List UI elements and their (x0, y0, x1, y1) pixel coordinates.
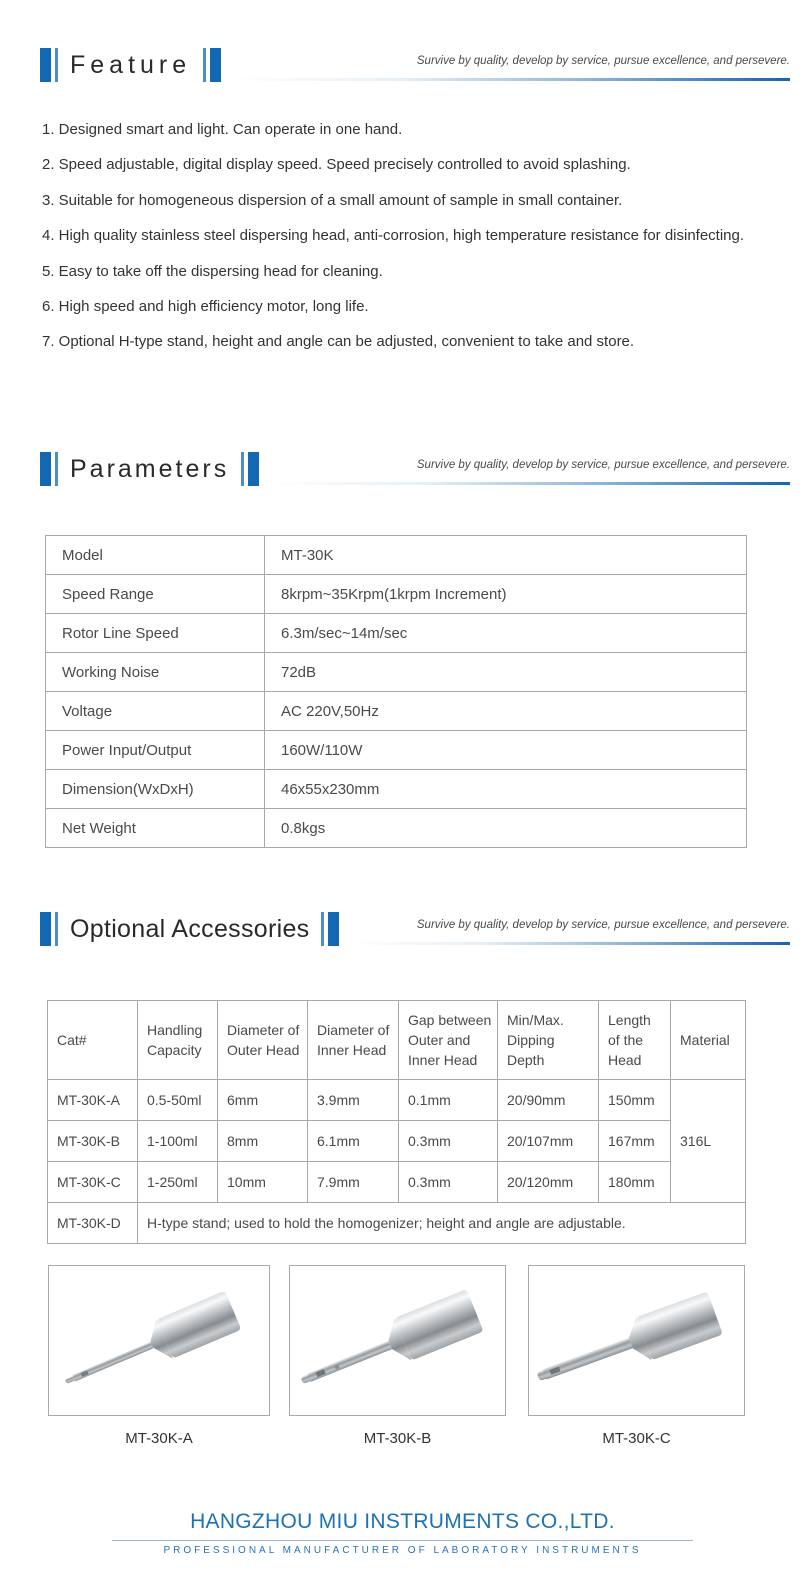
column-header: Gap between Outer and Inner Head (399, 1001, 498, 1080)
parameters-table (45, 535, 747, 848)
row-label: Speed Range (46, 575, 265, 614)
table-cell: 10mm (218, 1162, 308, 1203)
product-caption: MT-30K-B (363, 1430, 432, 1447)
blue-bar-thick (40, 452, 51, 486)
row-label: Rotor Line Speed (46, 614, 265, 653)
table-cell: 0.5-50ml (138, 1080, 218, 1121)
table-cell: 1-250ml (138, 1162, 218, 1203)
accessories-table (47, 1000, 746, 1244)
product-image-mt30k-c (528, 1265, 745, 1416)
dispersing-head-image (529, 1266, 744, 1415)
table-header-row (48, 1001, 746, 1080)
table-cell: MT-30K-B (48, 1121, 138, 1162)
table-row (46, 692, 747, 731)
tagline-underline (267, 482, 790, 485)
parameters-section-header (40, 452, 790, 486)
table-row (48, 1203, 746, 1244)
table-cell: MT-30K-C (48, 1162, 138, 1203)
table-row (48, 1121, 746, 1162)
dispersing-head-image (49, 1266, 269, 1415)
table-cell: 167mm (599, 1121, 671, 1162)
footer-company-name: HANGZHOU MIU INSTRUMENTS CO.,LTD. (190, 1510, 615, 1533)
blue-bar-thick (40, 48, 51, 82)
section-tagline: Survive by quality, develop by service, pursue excellence, and persevere. (416, 54, 790, 67)
column-header: Handling Capacity (138, 1001, 218, 1080)
header-tagline-area (259, 452, 790, 486)
feature-item: 6. High speed and high efficiency motor, long life. (42, 298, 369, 316)
material-cell: 316L (671, 1080, 746, 1203)
column-header: Length of the Head (599, 1001, 671, 1080)
table-cell: 7.9mm (308, 1162, 399, 1203)
table-cell: 0.3mm (399, 1121, 498, 1162)
table-row (48, 1162, 746, 1203)
column-header: Diameter of Outer Head (218, 1001, 308, 1080)
column-header: Diameter of Inner Head (308, 1001, 399, 1080)
header-tagline-area (221, 48, 790, 82)
blue-bar-thick (40, 912, 51, 946)
section-tagline: Survive by quality, develop by service, pursue excellence, and persevere. (416, 458, 790, 471)
blue-bar-thick (328, 912, 339, 946)
table-cell: 180mm (599, 1162, 671, 1203)
table-row (46, 653, 747, 692)
table-row (46, 731, 747, 770)
row-label: Working Noise (46, 653, 265, 692)
tagline-underline (229, 78, 790, 81)
blue-bar-thick (210, 48, 221, 82)
section-title-feature: Feature (70, 50, 192, 79)
column-header: Material (671, 1001, 746, 1080)
feature-item: 3. Suitable for homogeneous dispersion of a small amount of sample in small container. (42, 191, 623, 209)
table-cell: 0.1mm (399, 1080, 498, 1121)
footer-subtitle: PROFESSIONAL MANUFACTURER OF LABORATORY INSTRUMENTS (163, 1545, 642, 1556)
table-cell: 8mm (218, 1121, 308, 1162)
row-value: 46x55x230mm (265, 770, 747, 809)
tagline-underline (347, 942, 790, 945)
table-row (46, 575, 747, 614)
feature-item: 1. Designed smart and light. Can operate in one hand. (42, 121, 403, 138)
table-row (46, 536, 747, 575)
row-label: Net Weight (46, 809, 265, 848)
row-value: 160W/110W (265, 731, 747, 770)
row-value: 6.3m/sec~14m/sec (265, 614, 747, 653)
row-value: AC 220V,50Hz (265, 692, 747, 731)
accessories-section-header (40, 912, 790, 946)
table-cell: 1-100ml (138, 1121, 218, 1162)
product-caption: MT-30K-C (602, 1430, 671, 1447)
product-caption: MT-30K-A (125, 1430, 193, 1447)
feature-item: 5. Easy to take off the dispersing head for cleaning. (42, 262, 383, 280)
table-cell: 6mm (218, 1080, 308, 1121)
table-cell: MT-30K-A (48, 1080, 138, 1121)
column-header: Min/Max. Dipping Depth (498, 1001, 599, 1080)
table-cell: 20/120mm (498, 1162, 599, 1203)
row-value: 8krpm~35Krpm(1krpm Increment) (265, 575, 747, 614)
blue-bar-thick (248, 452, 259, 486)
table-cell: MT-30K-D (48, 1203, 138, 1244)
section-title-parameters: Parameters (70, 454, 230, 483)
feature-item: 2. Speed adjustable, digital display speed. Speed precisely controlled to avoid splashing. (42, 156, 631, 174)
row-label: Model (46, 536, 265, 575)
section-title-accessories: Optional Accessories (70, 914, 310, 943)
feature-item: 4. High quality stainless steel dispersing head, anti-corrosion, high temperature resistance for disinfecting. (42, 227, 745, 245)
table-cell: 0.3mm (399, 1162, 498, 1203)
table-row (46, 770, 747, 809)
product-image-mt30k-a (48, 1265, 270, 1416)
table-cell: 20/90mm (498, 1080, 599, 1121)
product-image-mt30k-b (289, 1265, 506, 1416)
section-tagline: Survive by quality, develop by service, pursue excellence, and persevere. (416, 918, 790, 931)
stand-description-cell: H-type stand; used to hold the homogenizer; height and angle are adjustable. (138, 1203, 746, 1244)
row-value: MT-30K (265, 536, 747, 575)
table-row (46, 614, 747, 653)
feature-list (42, 112, 765, 360)
table-cell: 3.9mm (308, 1080, 399, 1121)
table-cell: 6.1mm (308, 1121, 399, 1162)
feature-item: 7. Optional H-type stand, height and angle can be adjusted, convenient to take and store. (42, 333, 635, 351)
table-cell: 20/107mm (498, 1121, 599, 1162)
table-row (46, 809, 747, 848)
row-value: 72dB (265, 653, 747, 692)
footer-divider (112, 1540, 693, 1541)
feature-section-header (40, 48, 790, 82)
row-value: 0.8kgs (265, 809, 747, 848)
column-header: Cat# (48, 1001, 138, 1080)
row-label: Voltage (46, 692, 265, 731)
dispersing-head-image (290, 1266, 505, 1415)
row-label: Dimension(WxDxH) (46, 770, 265, 809)
table-row (48, 1080, 746, 1121)
row-label: Power Input/Output (46, 731, 265, 770)
header-tagline-area (339, 912, 790, 946)
table-cell: 150mm (599, 1080, 671, 1121)
